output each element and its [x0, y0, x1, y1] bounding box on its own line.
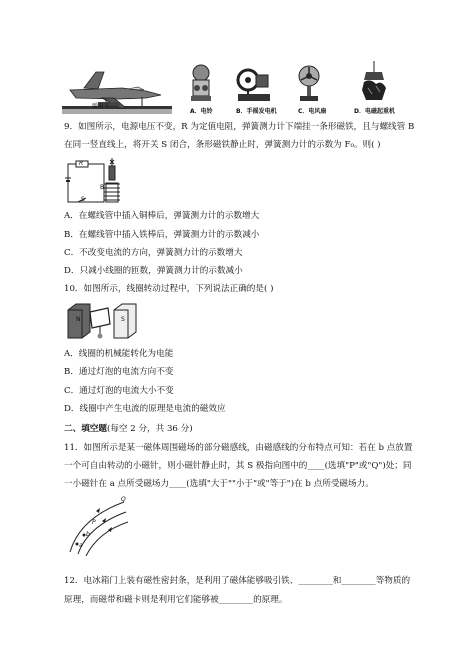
q9-label-b: B: [100, 184, 105, 191]
q11-stem-line3: 一小磁针在 a 点所受磁场力____(选填"大于""小于"或"等于")在 b 点所受磁场力。: [64, 479, 374, 489]
caption-a: A．电铃: [190, 108, 213, 115]
q9-label-r: R: [79, 160, 84, 167]
q10-label-n: N: [76, 316, 81, 323]
hand-generator-figure: [236, 66, 272, 104]
caption-b: B．手摇发电机: [236, 108, 277, 115]
q9-label-s: S: [81, 196, 85, 203]
q10-option-d: D．线圈中产生电流的原理是电流的磁效应: [64, 404, 226, 414]
caption-d: D．电磁起重机: [354, 108, 395, 115]
q12-stem-line2: 原理，而磁带和磁卡则是利用它们能够被________的原理。: [64, 595, 288, 605]
q10-option-b: B．通过灯泡的电流方向不变: [64, 367, 174, 377]
q11-field-lines-figure: [66, 496, 130, 556]
q10-option-a: A．线圈的机械能转化为电能: [64, 349, 174, 359]
q9-circuit-figure: [64, 158, 128, 208]
q11-stem-line2: 一个可自由转动的小磁针，则小磁针静止时，其 S 极指向图中的____(选填"P"或"Q")处；同: [64, 461, 412, 471]
q10-option-c: C．通过灯泡的电流大小不变: [64, 386, 174, 396]
q9-stem-line2: 在同一竖直线上，将开关 S 闭合，条形磁铁静止时，弹簧测力计的示数为 F₀。则( ): [64, 140, 381, 150]
q12-stem-line1: 12．电冰箱门上装有磁性密封条，是利用了磁体能够吸引铁、________和________等物质的: [64, 576, 411, 586]
electromagnetic-crane-figure: [360, 60, 388, 104]
electric-fan-figure: [296, 64, 322, 104]
q11-label-q: Q: [121, 496, 126, 503]
section-detail: (每空 2 分，共 36 分): [106, 424, 193, 434]
section-heading: [64, 423, 193, 435]
electric-bell-figure: [188, 64, 214, 104]
section-title: 二、填空题: [64, 424, 107, 434]
q11-label-a: a: [79, 542, 83, 549]
q11-label-b: b: [86, 531, 90, 538]
q9-option-c: C．不改变电流的方向，弹簧测力计的示数增大: [64, 248, 243, 258]
q11-stem-line1: 11．如图所示是某一磁体周围磁场的部分磁感线，由磁感线的分布特点可知：若在 b 点放置: [64, 443, 413, 453]
caption-c: C．电风扇: [298, 108, 327, 115]
q9-stem-line1: 9．如图所示，电源电压不变，R 为定值电阻，弹簧测力计下端挂一条形磁铁，且与螺线管 B: [64, 122, 415, 132]
q10-label-s: S: [121, 316, 125, 323]
jet-label: 弹射车: [92, 103, 111, 110]
q11-label-p: P: [92, 519, 96, 526]
q9-option-a: A．在螺线管中插入铜棒后，弹簧测力计的示数增大: [64, 211, 260, 221]
q10-stem: 10．如图所示，线圈转动过程中，下列说法正确的是( ): [64, 284, 274, 294]
jet-catapult-figure: [62, 62, 172, 118]
q9-option-b: B．在螺线管中插入铁棒后，弹簧测力计的示数减小: [64, 230, 260, 240]
q9-option-d: D．只减小线圈的匝数，弹簧测力计的示数减小: [64, 266, 243, 276]
